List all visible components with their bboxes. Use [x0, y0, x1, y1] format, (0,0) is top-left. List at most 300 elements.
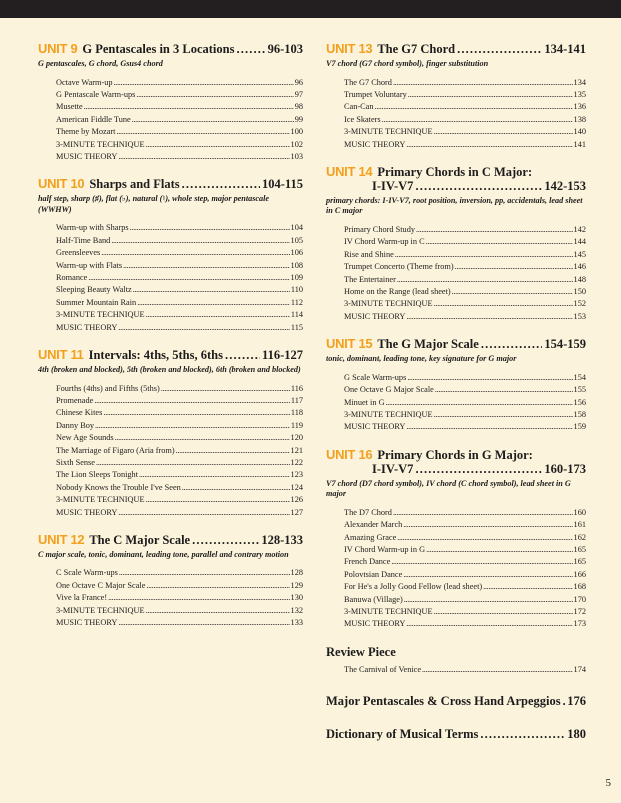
unit-title: The G Major Scale [377, 337, 479, 352]
unit-pages: 154-159 [544, 337, 586, 352]
unit-pages: 142-153 [544, 178, 586, 193]
item-title: Octave Warm-up [56, 77, 113, 87]
item-title: Primary Chord Study [344, 224, 415, 234]
item-page: 102 [290, 139, 303, 149]
dot-leader [406, 311, 572, 323]
toc-item[interactable] [56, 432, 303, 444]
dot-leader [182, 177, 260, 191]
item-page: 116 [290, 383, 303, 393]
dot-leader [146, 494, 290, 506]
item-title: MUSIC THEORY [344, 311, 406, 321]
item-page: 135 [573, 89, 586, 99]
unit-pages: 134-141 [544, 42, 586, 56]
dot-leader [161, 383, 290, 395]
dot-leader [404, 594, 573, 606]
dot-leader [408, 89, 573, 101]
dot-leader [457, 42, 542, 56]
dot-leader [375, 101, 573, 113]
unit-label: UNIT 11 [38, 347, 84, 362]
dot-leader [386, 397, 573, 409]
dot-leader [136, 89, 293, 101]
unit-section [38, 42, 303, 163]
toc-item[interactable] [344, 507, 586, 519]
toc-item[interactable] [56, 235, 303, 247]
toc-item[interactable] [344, 298, 586, 310]
item-title: Ice Skaters [344, 114, 381, 124]
item-title: MUSIC THEORY [56, 507, 118, 517]
item-title: G Pentascale Warm-ups [56, 89, 136, 99]
toc-item[interactable] [56, 507, 303, 519]
toc-item[interactable] [56, 457, 303, 469]
toc-item[interactable] [344, 618, 586, 630]
dot-leader [88, 272, 289, 284]
unit-subtitle: C major scale, tonic, dominant, leading tone, parallel and contrary motion [38, 549, 289, 559]
item-page: 105 [290, 235, 303, 245]
toc-item[interactable] [56, 617, 303, 629]
toc-item[interactable] [56, 469, 303, 481]
item-page: 121 [290, 445, 303, 455]
toc-item[interactable] [56, 567, 303, 579]
dot-leader [139, 469, 290, 481]
toc-item[interactable] [56, 222, 303, 234]
item-page: 120 [290, 433, 303, 443]
item-page: 124 [290, 482, 303, 492]
unit-pages: 128-133 [261, 532, 303, 547]
item-page: 96 [294, 77, 303, 87]
dot-leader [123, 260, 289, 272]
item-title: Nobody Knows the Trouble I've Seen [56, 482, 181, 492]
item-page: 130 [290, 593, 303, 603]
item-title: Half-Time Band [56, 235, 111, 245]
toc-item[interactable] [344, 409, 586, 421]
toc-item[interactable] [56, 89, 303, 101]
toc-item[interactable] [344, 544, 586, 556]
item-title: American Fiddle Tune [56, 114, 131, 124]
item-page: 108 [290, 260, 303, 270]
unit-subtitle: V7 chord (G7 chord symbol), finger substitution [326, 59, 489, 68]
dot-leader [118, 617, 289, 629]
toc-item[interactable] [56, 605, 303, 617]
item-page: 110 [290, 285, 303, 295]
item-title: For He's a Jolly Good Fellow (lead sheet) [344, 582, 483, 592]
dot-leader [176, 445, 290, 457]
unit-label: UNIT 10 [38, 176, 85, 192]
unit-items [38, 222, 303, 334]
dot-leader [481, 337, 543, 351]
extra-entry-dictionary[interactable] [326, 727, 586, 741]
dot-leader [132, 114, 294, 126]
item-title: MUSIC THEORY [56, 322, 118, 332]
item-title: 3-MINUTE TECHNIQUE [344, 409, 433, 419]
item-title: Warm-up with Flats [56, 260, 123, 270]
item-page: 172 [573, 606, 586, 616]
dot-leader [146, 139, 290, 151]
dot-leader [146, 605, 290, 617]
toc-item[interactable] [344, 261, 586, 273]
item-page: 140 [573, 127, 586, 137]
toc-item[interactable] [344, 311, 586, 323]
dot-leader [434, 409, 573, 421]
item-page: 153 [573, 311, 586, 321]
item-page: 165 [573, 544, 586, 554]
unit-title: Primary Chords in C Major: [377, 164, 533, 179]
unit-heading[interactable] [38, 177, 303, 191]
item-page: 141 [573, 139, 586, 149]
item-page: 133 [290, 618, 303, 628]
item-title: The G7 Chord [344, 77, 392, 87]
unit-pages: 160-173 [544, 461, 586, 476]
item-page: 122 [290, 457, 303, 467]
item-title: Trumpet Voluntary [344, 89, 407, 99]
toc-item[interactable] [56, 494, 303, 506]
toc-item[interactable] [56, 322, 303, 334]
dot-leader [406, 421, 572, 433]
item-page: 146 [573, 262, 586, 272]
review-item[interactable] [344, 664, 586, 676]
unit-heading[interactable] [326, 42, 586, 56]
item-page: 118 [290, 408, 303, 418]
dot-leader [118, 507, 289, 519]
item-title: French Dance [344, 557, 391, 567]
item-title: 3-MINUTE TECHNIQUE [56, 605, 145, 615]
unit-section [326, 165, 586, 323]
dot-leader [391, 556, 572, 568]
item-title: 3-MINUTE TECHNIQUE [344, 606, 433, 616]
review-section [326, 645, 586, 676]
item-page: 114 [290, 310, 303, 320]
dot-leader [146, 309, 290, 321]
item-page: 168 [573, 582, 586, 592]
toc-item[interactable] [56, 309, 303, 321]
item-page: 100 [290, 127, 303, 137]
item-title: MUSIC THEORY [344, 422, 406, 432]
extra-title: Dictionary of Musical Terms [326, 727, 479, 742]
item-page: 136 [573, 102, 586, 112]
toc-item[interactable] [56, 77, 303, 89]
item-title: MUSIC THEORY [56, 618, 118, 628]
item-title: Musette [56, 102, 83, 112]
item-page: 156 [573, 397, 586, 407]
unit-section [38, 533, 303, 630]
item-title: Fourths (4ths) and Fifths (5ths) [56, 383, 160, 393]
item-page: 138 [573, 114, 586, 124]
toc-item[interactable] [344, 581, 586, 593]
unit-title: Primary Chords in G Major: [377, 447, 533, 462]
dot-leader [103, 407, 290, 419]
dot-leader [426, 236, 573, 248]
toc-item[interactable] [56, 272, 303, 284]
item-page: 112 [290, 297, 303, 307]
unit-label: UNIT 13 [326, 41, 373, 56]
item-title: G Scale Warm-ups [344, 372, 407, 382]
item-title: Minuet in G [344, 397, 385, 407]
dot-leader [84, 101, 294, 113]
item-title: Amazing Grace [344, 532, 397, 542]
unit-heading[interactable] [326, 165, 586, 179]
dot-leader [96, 457, 290, 469]
item-page: 155 [573, 385, 586, 395]
unit-title-line2: I-IV-V7 [372, 461, 414, 476]
dot-leader [415, 179, 542, 193]
top-bar [0, 0, 621, 18]
unit-heading[interactable] [38, 348, 303, 362]
item-title: IV Chord Warm-up in G [344, 544, 426, 554]
dot-leader [133, 284, 290, 296]
toc-item[interactable] [56, 114, 303, 126]
dot-leader [393, 507, 573, 519]
toc-column-right [326, 42, 586, 760]
dot-leader [483, 581, 572, 593]
item-page: 145 [573, 249, 586, 259]
unit-label: UNIT 12 [38, 531, 85, 547]
item-page: 97 [294, 89, 303, 99]
unit-section [38, 348, 303, 519]
item-page: 104 [290, 223, 303, 233]
item-title: Alexander March [344, 520, 403, 530]
item-page: 160 [573, 507, 586, 517]
toc-item[interactable] [344, 519, 586, 531]
toc-item[interactable] [344, 249, 586, 261]
item-title: Greensleeves [56, 248, 101, 258]
extra-page: 176 [567, 694, 586, 709]
dot-leader [422, 664, 573, 676]
item-page: 174 [573, 664, 586, 674]
toc-item[interactable] [56, 383, 303, 395]
toc-item[interactable] [344, 139, 586, 151]
item-title: 3-MINUTE TECHNIQUE [56, 495, 145, 505]
unit-subtitle: tonic, dominant, leading tone, key signature for G major [326, 354, 517, 364]
item-title: Warm-up with Sharps [56, 223, 129, 233]
dot-leader [435, 384, 573, 396]
dot-leader [182, 482, 290, 494]
extra-title: Major Pentascales & Cross Hand Arpeggios [326, 694, 561, 709]
unit-items [326, 224, 586, 323]
item-title: Danny Boy [56, 420, 95, 430]
toc-item[interactable] [56, 260, 303, 272]
item-page: 154 [573, 372, 586, 382]
item-title: New Age Sounds [56, 433, 114, 443]
dot-leader [236, 42, 265, 56]
item-page: 144 [573, 237, 586, 247]
item-page: 98 [294, 102, 303, 112]
item-page: 159 [573, 422, 586, 432]
unit-pages: 116-127 [262, 348, 303, 362]
unit-items [326, 372, 586, 434]
item-title: 3-MINUTE TECHNIQUE [56, 310, 145, 320]
toc-item[interactable] [344, 594, 586, 606]
dot-leader [130, 222, 290, 234]
toc-item[interactable] [56, 247, 303, 259]
item-page: 106 [290, 248, 303, 258]
toc-item[interactable] [344, 384, 586, 396]
dot-leader [382, 114, 573, 126]
dot-leader [94, 395, 290, 407]
unit-heading[interactable] [326, 337, 586, 351]
item-page: 134 [573, 77, 586, 87]
item-page: 129 [290, 580, 303, 590]
item-title: Summer Mountain Rain [56, 297, 137, 307]
unit-section [326, 337, 586, 434]
toc-item[interactable] [344, 556, 586, 568]
unit-subtitle: half step, sharp (♯), flat (♭), natural (♮), whole step, major pentascale (WWHW) [38, 194, 270, 214]
unit-heading-line2[interactable] [326, 462, 586, 476]
dot-leader [406, 139, 572, 151]
toc-item[interactable] [56, 101, 303, 113]
page-number: 5 [605, 777, 611, 789]
dot-leader [101, 247, 289, 259]
item-title: Can-Can [344, 102, 374, 112]
dot-leader [452, 286, 573, 298]
toc-item[interactable] [344, 532, 586, 544]
item-title: Home on the Range (lead sheet) [344, 286, 451, 296]
unit-pages: 96-103 [267, 42, 303, 56]
dot-leader [393, 77, 573, 89]
toc-item[interactable] [344, 224, 586, 236]
item-title: One Octave G Major Scale [344, 385, 434, 395]
toc-item[interactable] [56, 151, 303, 163]
item-page: 170 [573, 594, 586, 604]
dot-leader [403, 569, 572, 581]
toc-item[interactable] [56, 592, 303, 604]
item-title: Chinese Kites [56, 408, 103, 418]
item-title: IV Chord Warm-up in C [344, 237, 425, 247]
item-page: 123 [290, 470, 303, 480]
extra-entry-pentascales[interactable] [326, 694, 586, 708]
item-title: Rise and Shine [344, 249, 394, 259]
unit-label: UNIT 16 [326, 446, 373, 462]
unit-label: UNIT 14 [326, 163, 373, 179]
unit-subtitle: 4th (broken and blocked), 5th (broken and blocked), 6th (broken and blocked) [38, 365, 301, 374]
item-title: Trumpet Concerto (Theme from) [344, 262, 454, 272]
dot-leader [434, 298, 573, 310]
item-page: 165 [573, 557, 586, 567]
item-page: 127 [290, 507, 303, 517]
item-title: The D7 Chord [344, 507, 392, 517]
unit-heading[interactable] [38, 42, 303, 56]
unit-subtitle: V7 chord (D7 chord symbol), IV chord (C chord symbol), lead sheet in G major [326, 478, 571, 499]
unit-title-line2: I-IV-V7 [372, 178, 414, 193]
unit-items [38, 383, 303, 519]
item-title: Romance [56, 272, 88, 282]
toc-item[interactable] [344, 114, 586, 126]
unit-heading[interactable] [38, 533, 303, 547]
toc-item[interactable] [56, 420, 303, 432]
dot-leader [403, 519, 572, 531]
dot-leader [563, 694, 566, 708]
toc-item[interactable] [56, 284, 303, 296]
item-page: 158 [573, 409, 586, 419]
dot-leader [225, 348, 260, 362]
dot-leader [395, 249, 573, 261]
toc-item[interactable] [344, 569, 586, 581]
toc-item[interactable] [344, 421, 586, 433]
unit-section [38, 177, 303, 334]
item-page: 109 [290, 272, 303, 282]
toc-item[interactable] [56, 126, 303, 138]
dot-leader [114, 77, 294, 89]
unit-title: Intervals: 4ths, 5ths, 6ths [88, 348, 223, 362]
item-title: MUSIC THEORY [344, 619, 406, 629]
item-page: 162 [573, 532, 586, 542]
item-title: Sleeping Beauty Waltz [56, 285, 132, 295]
item-title: Promenade [56, 395, 94, 405]
toc-item[interactable] [56, 139, 303, 151]
review-heading[interactable]: Review Piece [326, 644, 396, 659]
toc-item[interactable] [344, 372, 586, 384]
toc-item[interactable] [56, 297, 303, 309]
item-page: 128 [290, 568, 303, 578]
item-page: 142 [573, 224, 586, 234]
dot-leader [415, 462, 542, 476]
toc-item[interactable] [56, 445, 303, 457]
item-page: 117 [290, 395, 303, 405]
item-title: MUSIC THEORY [56, 151, 118, 161]
unit-subtitle: primary chords: I-IV-V7, root position, inversion, pp, accidentals, lead sheet in C major [326, 195, 583, 216]
dot-leader [116, 126, 289, 138]
dot-leader [426, 544, 572, 556]
toc-item[interactable] [344, 236, 586, 248]
item-page: 103 [290, 151, 303, 161]
dot-leader [480, 727, 565, 741]
dot-leader [108, 592, 289, 604]
dot-leader [455, 261, 573, 273]
item-page: 119 [290, 420, 303, 430]
unit-section [326, 42, 586, 151]
toc-item[interactable] [344, 274, 586, 286]
item-page: 99 [294, 114, 303, 124]
unit-section [326, 448, 586, 631]
item-title: The Carnival of Venice [344, 664, 422, 674]
toc-item[interactable] [344, 606, 586, 618]
dot-leader [146, 580, 289, 592]
extra-page: 180 [567, 727, 586, 742]
unit-heading[interactable] [326, 448, 586, 462]
unit-items [38, 567, 303, 629]
dot-leader [434, 126, 573, 138]
unit-label: UNIT 9 [38, 41, 78, 56]
unit-items [326, 507, 586, 631]
dot-leader [407, 372, 572, 384]
toc-item[interactable] [344, 286, 586, 298]
toc-item[interactable] [344, 126, 586, 138]
toc-item[interactable] [344, 77, 586, 89]
item-title: 3-MINUTE TECHNIQUE [344, 299, 433, 309]
unit-heading-line2[interactable] [326, 179, 586, 193]
toc-item[interactable] [56, 395, 303, 407]
dot-leader [118, 151, 289, 163]
item-title: Vive la France! [56, 593, 108, 603]
item-page: 161 [573, 520, 586, 530]
item-title: C Scale Warm-ups [56, 568, 118, 578]
item-page: 166 [573, 569, 586, 579]
toc-item[interactable] [344, 89, 586, 101]
unit-label: UNIT 15 [326, 336, 373, 352]
toc-item[interactable] [56, 482, 303, 494]
toc-item[interactable] [56, 407, 303, 419]
unit-items [326, 77, 586, 151]
dot-leader [115, 432, 290, 444]
toc-item[interactable] [344, 101, 586, 113]
item-title: The Entertainer [344, 274, 396, 284]
item-title: 3-MINUTE TECHNIQUE [344, 127, 433, 137]
toc-item[interactable] [344, 397, 586, 409]
item-title: One Octave C Major Scale [56, 580, 146, 590]
item-title: The Marriage of Figaro (Aria from) [56, 445, 175, 455]
item-page: 126 [290, 495, 303, 505]
toc-item[interactable] [56, 580, 303, 592]
unit-title: G Pentascales in 3 Locations [82, 42, 235, 56]
unit-subtitle: G pentascales, G chord, Gsus4 chord [38, 59, 163, 68]
